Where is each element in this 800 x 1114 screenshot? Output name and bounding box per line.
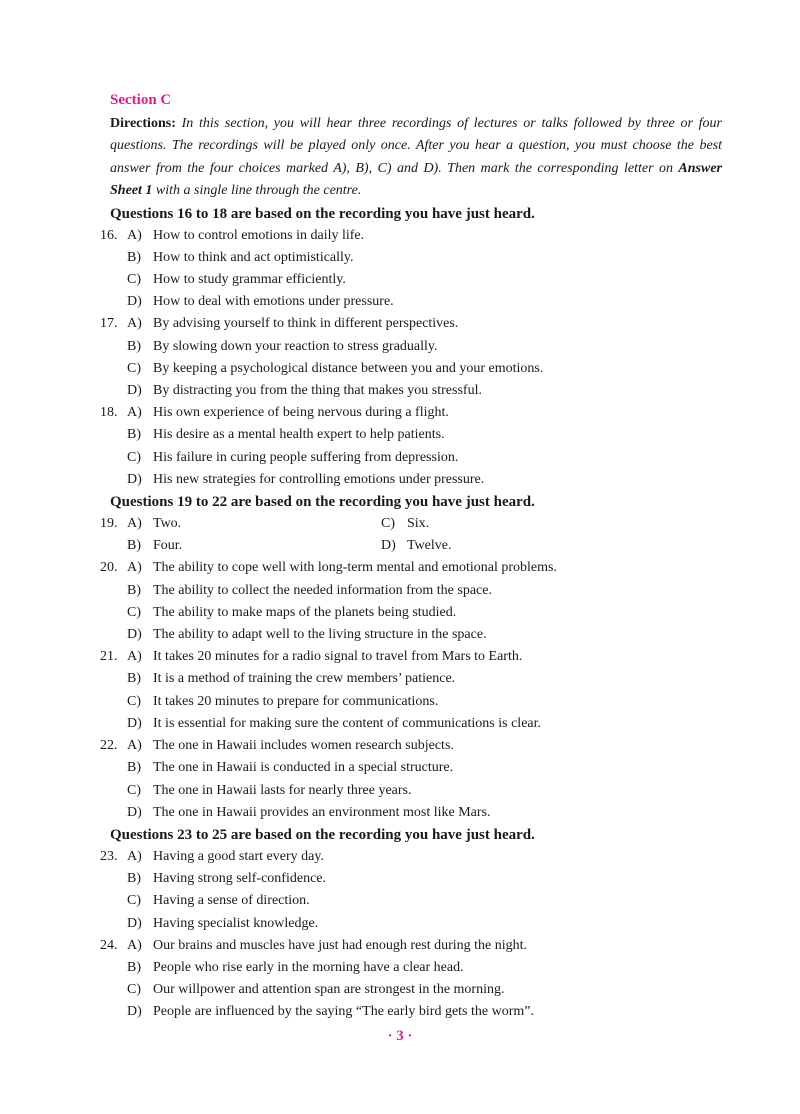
option-row — [100, 513, 722, 535]
option-text: How to study grammar efficiently. — [153, 272, 346, 288]
option-text: It is a method of training the crew members’ patience. — [153, 671, 456, 687]
option-letter: C) — [381, 516, 395, 532]
option-text: The one in Hawaii provides an environment most like Mars. — [153, 804, 491, 820]
option-text: By advising yourself to think in different perspectives. — [153, 316, 459, 332]
option-row — [110, 979, 722, 1001]
question-22 — [100, 735, 722, 824]
option-row — [110, 691, 722, 713]
option-letter: B) — [127, 871, 141, 887]
group-heading: Questions 23 to 25 are based on the recording you have just heard. — [110, 826, 535, 843]
option-row — [110, 469, 722, 491]
page-content — [100, 90, 722, 1024]
option-text: Six. — [407, 516, 430, 532]
option-row — [110, 668, 722, 690]
option-letter: C) — [127, 449, 141, 465]
option-text: Having specialist knowledge. — [153, 915, 319, 931]
option-letter: D) — [127, 294, 142, 310]
option-letter: D) — [127, 383, 142, 399]
option-letter: B) — [127, 582, 141, 598]
option-letter: A) — [127, 848, 142, 864]
question-21 — [100, 646, 722, 735]
directions-paragraph — [110, 113, 722, 203]
option-row — [110, 424, 722, 446]
option-letter: C) — [127, 360, 141, 376]
option-letter: D) — [381, 538, 396, 554]
option-letter: C) — [127, 893, 141, 909]
option-row — [110, 1001, 722, 1023]
option-letter: B) — [127, 338, 141, 354]
option-text: The one in Hawaii includes women research subjects. — [153, 738, 454, 754]
question-group-23-25 — [100, 824, 722, 1024]
option-letter: D) — [127, 471, 142, 487]
option-row — [110, 269, 722, 291]
directions-label: Directions — [110, 116, 172, 131]
option-text: Two. — [153, 516, 182, 532]
option-text: The one in Hawaii is conducted in a special structure. — [153, 760, 454, 776]
option-letter: C) — [127, 272, 141, 288]
option-row — [100, 225, 722, 247]
option-letter: A) — [127, 227, 142, 243]
option-row — [110, 247, 722, 269]
option-letter: A) — [127, 937, 142, 953]
option-text: The ability to collect the needed information from the space. — [153, 582, 492, 598]
question-number: 23. — [100, 848, 118, 864]
question-18 — [100, 402, 722, 491]
option-letter: A) — [127, 560, 142, 576]
option-text: Having a good start every day. — [153, 848, 324, 864]
question-19 — [100, 513, 722, 557]
option-letter: A) — [127, 405, 142, 421]
option-row — [110, 713, 722, 735]
option-row — [110, 336, 722, 358]
group-heading: Questions 19 to 22 are based on the recording you have just heard. — [110, 494, 535, 511]
option-row — [110, 580, 722, 602]
option-text: Our willpower and attention span are strongest in the morning. — [153, 982, 505, 998]
question-number: 19. — [100, 516, 118, 532]
option-letter: B) — [127, 427, 141, 443]
option-row — [110, 802, 722, 824]
option-letter: D) — [127, 915, 142, 931]
option-text: His desire as a mental health expert to help patients. — [153, 427, 445, 443]
option-text: How to control emotions in daily life. — [153, 227, 365, 243]
option-row — [100, 402, 722, 424]
question-group-16-18 — [100, 203, 722, 491]
option-letter: B) — [127, 249, 141, 265]
answer-sheet-label: Answer Sheet 1 — [110, 160, 722, 199]
option-row — [100, 313, 722, 335]
option-row — [100, 935, 722, 957]
question-number: 17. — [100, 316, 118, 332]
option-row — [110, 624, 722, 646]
question-number: 16. — [100, 227, 118, 243]
question-group-19-22 — [100, 491, 722, 824]
option-text: How to think and act optimistically. — [153, 249, 354, 265]
question-number: 21. — [100, 649, 118, 665]
option-letter: A) — [127, 516, 142, 532]
question-20 — [100, 557, 722, 646]
option-row — [110, 757, 722, 779]
option-letter: D) — [127, 627, 142, 643]
option-letter: D) — [127, 1004, 142, 1020]
option-letter: A) — [127, 738, 142, 754]
option-row — [110, 291, 722, 313]
question-number: 20. — [100, 560, 118, 576]
option-letter: C) — [127, 604, 141, 620]
option-text: Our brains and muscles have just had enough rest during the night. — [153, 937, 528, 953]
option-row — [110, 602, 722, 624]
option-row — [110, 358, 722, 380]
option-row — [100, 557, 722, 579]
option-text: It takes 20 minutes for a radio signal to travel from Mars to Earth. — [153, 649, 523, 665]
option-row — [110, 447, 722, 469]
option-cell — [127, 535, 381, 557]
section-title: Section C — [110, 92, 172, 108]
option-cell — [381, 535, 452, 557]
question-24 — [100, 935, 722, 1024]
question-17 — [100, 313, 722, 402]
option-letter: C) — [127, 693, 141, 709]
question-number: 22. — [100, 738, 118, 754]
option-text: His failure in curing people suffering from depression. — [153, 449, 459, 465]
option-row — [110, 868, 722, 890]
option-text: It is essential for making sure the content of communications is clear. — [153, 715, 542, 731]
question-number: 18. — [100, 405, 118, 421]
option-cell — [127, 513, 381, 535]
directions-text-1: In this section, you will hear three recordings of lectures or talks followed by three or four questions. The recordings will be played only once. After you hear a question, you must choose the best answer from the four choices marked A), B), C) and D). Then mark the corresponding letter on — [110, 116, 722, 176]
option-text: His own experience of being nervous during a flight. — [153, 405, 449, 421]
option-row — [110, 535, 722, 557]
option-letter: C) — [127, 982, 141, 998]
option-text: How to deal with emotions under pressure. — [153, 294, 394, 310]
option-text: It takes 20 minutes to prepare for communications. — [153, 693, 439, 709]
option-text: People who rise early in the morning have a clear head. — [153, 959, 464, 975]
option-letter: B) — [127, 760, 141, 776]
option-row — [110, 913, 722, 935]
option-row — [110, 890, 722, 912]
option-letter: B) — [127, 671, 141, 687]
option-letter: A) — [127, 316, 142, 332]
option-row — [110, 957, 722, 979]
option-letter: B) — [127, 538, 141, 554]
option-text: Four. — [153, 538, 183, 554]
option-letter: D) — [127, 715, 142, 731]
option-text: The ability to make maps of the planets being studied. — [153, 604, 457, 620]
option-row — [110, 380, 722, 402]
directions-text-2: with a single line through the centre. — [152, 183, 362, 199]
option-text: People are influenced by the saying “The early bird gets the worm”. — [153, 1004, 534, 1020]
page-number: · 3 · — [387, 1028, 413, 1044]
option-text: Having strong self-confidence. — [153, 871, 326, 887]
question-23 — [100, 846, 722, 935]
option-text: Having a sense of direction. — [153, 893, 310, 909]
question-number: 24. — [100, 937, 118, 953]
option-text: The one in Hawaii lasts for nearly three years. — [153, 782, 412, 798]
option-text: By distracting you from the thing that makes you stressful. — [153, 383, 482, 399]
option-text: The ability to cope well with long-term mental and emotional problems. — [153, 560, 557, 576]
option-text: By keeping a psychological distance between you and your emotions. — [153, 360, 544, 376]
question-16 — [100, 225, 722, 314]
option-text: Twelve. — [407, 538, 452, 554]
option-row — [100, 646, 722, 668]
option-text: His new strategies for controlling emotions under pressure. — [153, 471, 485, 487]
option-row — [110, 780, 722, 802]
option-row — [100, 846, 722, 868]
option-cell — [381, 513, 429, 535]
option-row — [100, 735, 722, 757]
option-text: The ability to adapt well to the living structure in the space. — [153, 627, 487, 643]
directions-colon: : — [171, 116, 176, 131]
option-text: By slowing down your reaction to stress gradually. — [153, 338, 438, 354]
option-letter: A) — [127, 649, 142, 665]
option-letter: D) — [127, 804, 142, 820]
option-letter: C) — [127, 782, 141, 798]
group-heading: Questions 16 to 18 are based on the recording you have just heard. — [110, 205, 535, 222]
option-letter: B) — [127, 959, 141, 975]
